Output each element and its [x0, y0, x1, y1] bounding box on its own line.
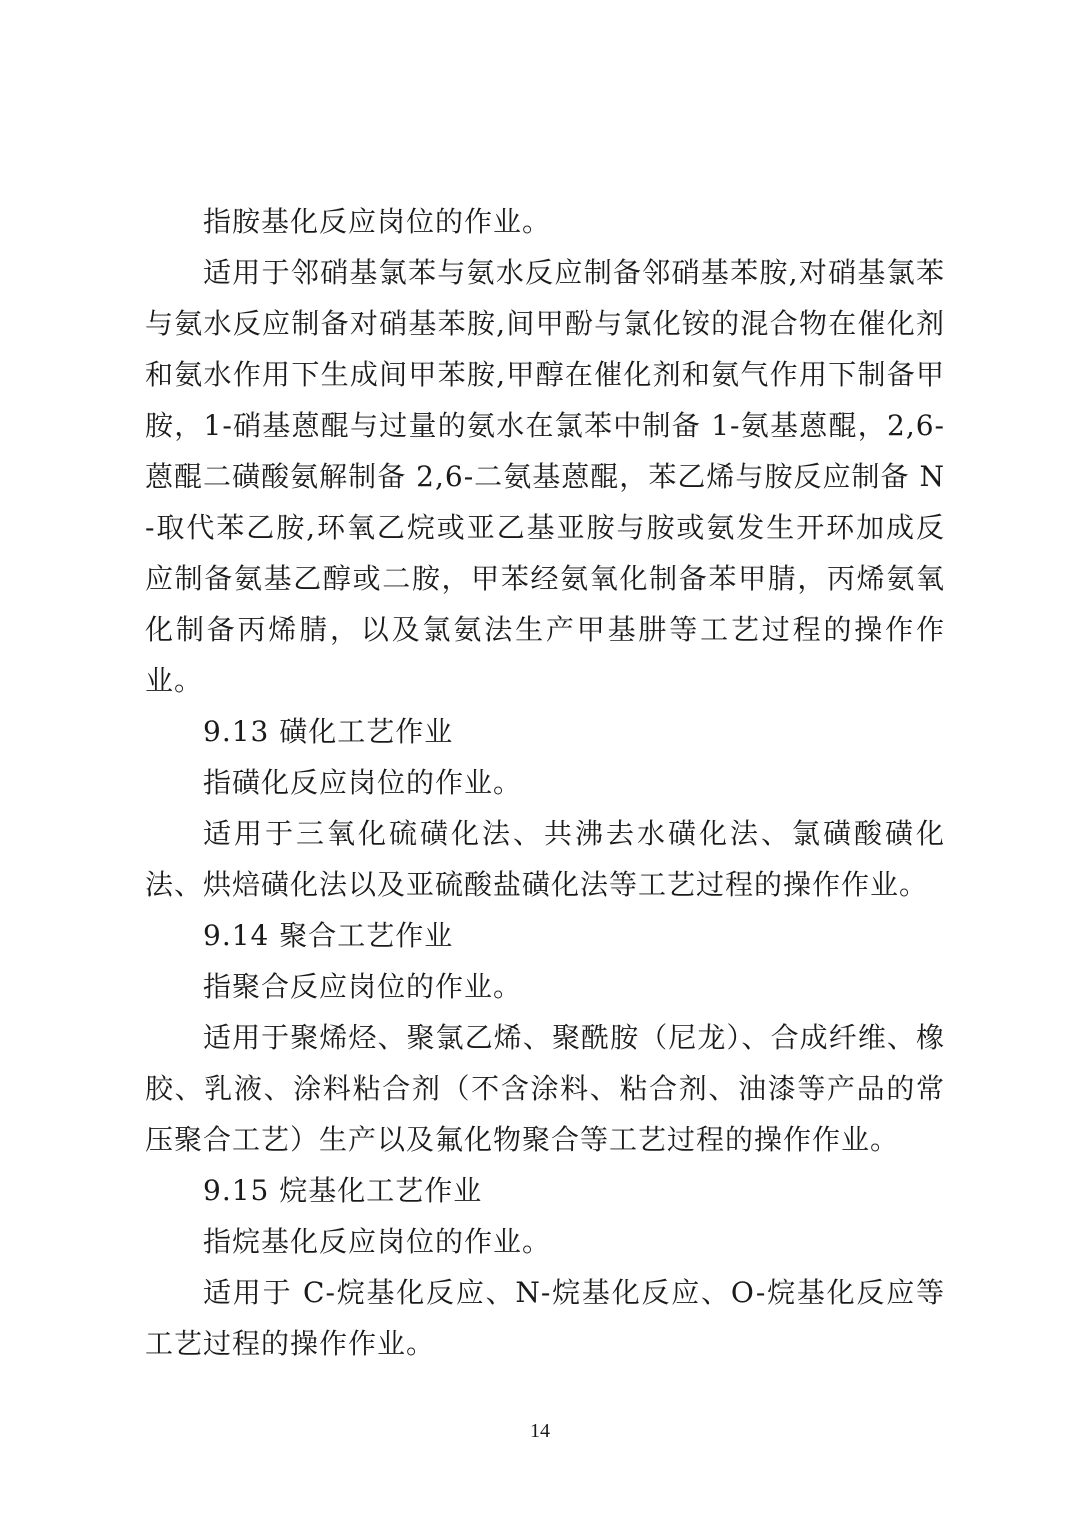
paragraph-alkylation-scope: 适用于 C-烷基化反应、N-烷基化反应、O-烷基化反应等工艺过程的操作作业。	[145, 1276, 945, 1360]
page-body	[145, 196, 945, 1369]
section-heading-alkylation: 9.15 烷基化工艺作业	[203, 1174, 483, 1207]
paragraph-amination-definition: 指胺基化反应岗位的作业。	[203, 205, 552, 238]
paragraph-sulfonation-scope: 适用于三氧化硫磺化法、共沸去水磺化法、氯磺酸磺化法、烘焙磺化法以及亚硫酸盐磺化法等工艺过程的操作作业。	[145, 817, 945, 901]
paragraph-polymerization-scope: 适用于聚烯烃、聚氯乙烯、聚酰胺（尼龙）、合成纤维、橡胶、乳液、涂料粘合剂（不含涂料、粘合剂、油漆等产品的常压聚合工艺）生产以及氟化物聚合等工艺过程的操作作业。	[145, 1021, 945, 1156]
paragraph-alkylation-definition: 指烷基化反应岗位的作业。	[203, 1225, 552, 1258]
paragraph-polymerization-definition: 指聚合反应岗位的作业。	[203, 970, 523, 1003]
paragraph-amination-scope: 适用于邻硝基氯苯与氨水反应制备邻硝基苯胺,对硝基氯苯与氨水反应制备对硝基苯胺,间甲酚与氯化铵的混合物在催化剂和氨水作用下生成间甲苯胺,甲醇在催化剂和氨气作用下制备甲胺，1-硝基蒽醌与过量的氨水在氯苯中制备 1-氨基蒽醌，2,6-蒽醌二磺酸氨解制备 2,6-二氨基蒽醌，苯乙烯与胺反应制备 N-取代苯乙胺,环氧乙烷或亚乙基亚胺与胺或氨发生开环加成反应制备氨基乙醇或二胺，甲苯经氨氧化制备苯甲腈，丙烯氨氧化制备丙烯腈，以及氯氨法生产甲基肼等工艺过程的操作作业。	[145, 256, 945, 697]
paragraph-sulfonation-definition: 指磺化反应岗位的作业。	[203, 766, 523, 799]
section-heading-sulfonation: 9.13 磺化工艺作业	[203, 715, 454, 748]
section-heading-polymerization: 9.14 聚合工艺作业	[203, 919, 454, 952]
page-number: 14	[530, 1420, 550, 1442]
